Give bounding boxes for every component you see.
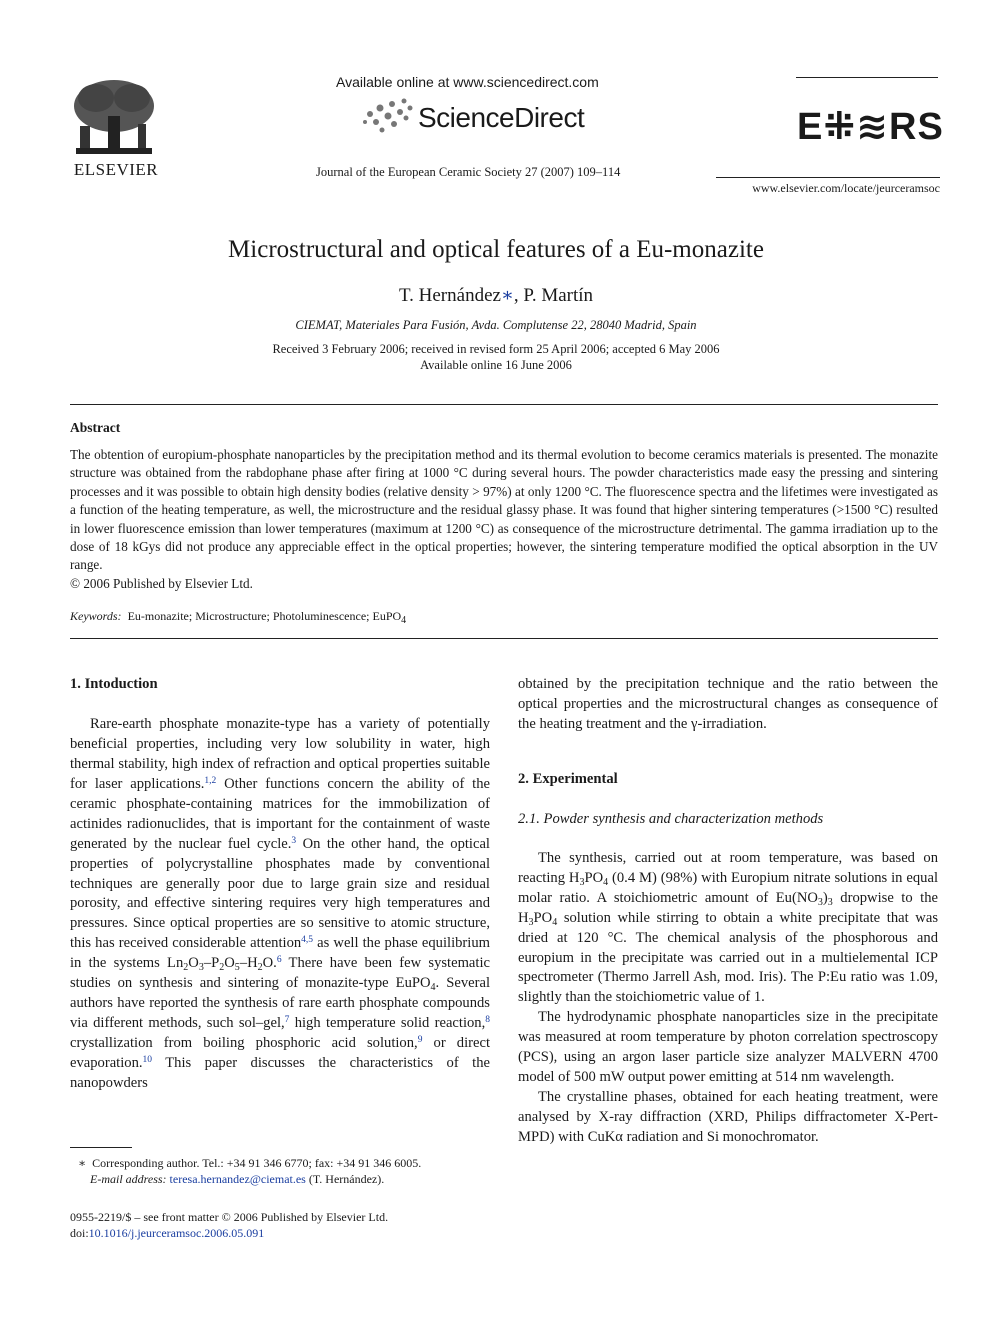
subsection-heading-powder-synthesis: 2.1. Powder synthesis and characterization methods — [518, 810, 824, 827]
doi-line — [70, 1226, 264, 1241]
citation-link[interactable]: 6 — [276, 955, 282, 966]
author-2: , P. Martín — [513, 285, 594, 306]
url-rule — [716, 177, 940, 178]
email-link[interactable]: teresa.hernandez@ciemat.es — [169, 1172, 306, 1186]
sciencedirect-wordmark: ScienceDirect — [418, 102, 585, 133]
header-rule — [796, 77, 938, 78]
left-column — [70, 675, 490, 1094]
received-dates: Received 3 February 2006; received in revised form 25 April 2006; accepted 6 May 2006 — [272, 342, 720, 356]
abstract-heading: Abstract — [70, 420, 121, 435]
doi-label: doi: — [70, 1226, 89, 1240]
keywords-label: Keywords: — [70, 609, 122, 623]
sciencedirect-dots-icon — [360, 96, 420, 140]
citation-link[interactable]: 9 — [417, 1035, 423, 1046]
corresponding-author-footnote: ∗ Corresponding author. Tel.: +34 91 346 6770; fax: +34 91 346 6005. — [78, 1156, 422, 1170]
author-1: T. Hernández — [398, 285, 501, 306]
experimental-paragraph-1: The synthesis, carried out at room temperature, was based on reacting $H_3PO_4$ (0.4 M) (98%) with Europium nitrate solutions in equal molar ratio. A stoichiometric amount of $Eu(NO_3)_3$ dropwise to the $H_3PO_4$ solution while stirring to obtain a white precipitate that was dried at 120 °C. The chemical analysis of the phosphorous and europium in the precipitate was carried out in a multielemental ICP spectrometer (Thermo Jarrell Ash, mod. Iris). The P:Eu ratio was 1.09, slightly than the stoichiometric value of 1. — [518, 849, 938, 1006]
keywords-list: Eu-monazite; Microstructure; Photoluminescence; EuPO — [127, 609, 402, 623]
journal-logo: E⁜≋RS — [797, 106, 944, 148]
intro-continuation: obtained by the precipitation technique and the ratio between the optical properties and the microstructural changes as consequence of the heating treatment and the γ-irradiation. — [518, 676, 938, 732]
authors — [0, 284, 992, 307]
right-column — [518, 675, 938, 1148]
experimental-paragraph-3: The crystalline phases, obtained for each heating treatment, were analysed by X-ray diffraction (XRD, Philips diffractometer X-Pert-MPD) with CuKα radiation and Si monochromator. — [518, 1089, 938, 1146]
doi-link[interactable]: 10.1016/j.jeurceramsoc.2006.05.091 — [88, 1226, 265, 1240]
citation-link[interactable]: 10 — [142, 1055, 153, 1066]
experimental-paragraph-2: The hydrodynamic phosphate nanoparticles size in the precipitate was measured at room temperature by photon correlation spectroscopy (PCS), using an argon laser particle size analyzer MALVERN 4700 model of 500 mW output power emitting at 514 nm wavelength. — [518, 1009, 938, 1086]
abstract-bottom-rule — [70, 638, 938, 639]
email-label: E-mail address: — [90, 1172, 167, 1186]
issn-line: 0955-2219/$ – see front matter © 2006 Published by Elsevier Ltd. — [70, 1210, 389, 1224]
footnote-rule — [70, 1147, 132, 1148]
affiliation: CIEMAT, Materiales Para Fusión, Avda. Complutense 22, 28040 Madrid, Spain — [295, 318, 697, 332]
footnote-star: ∗ — [78, 1156, 87, 1170]
intro-paragraph: Rare-earth phosphate monazite-type has a variety of potentially beneficial properties, including very low solubility in water, high thermal stability, high index of refraction and optical properties suitable for laser applications.$^{1,2}$ Other functions concern the ability of the ceramic phosphate-containing matrices for the immobilization of actinides radionuclides, that is important for the containment of waste generated by the nuclear fuel cycle.$^3$ On the other hand, the optical properties of polycrystalline phosphates made by conventional techniques are generally poor due to large grain size and residual porosity, and effective sintering requires very high temperatures and pressures. Since optical properties are so sensitive to atomic structure, this has received considerable attention$^{4,5}$ as well the phase equilibrium in the systems $Ln_2O_3-P_2O_5-H_2O.^6$ There have been few systematic studies on synthesis and sintering of monazite-type EuPO$_4$. Several authors have reported the synthesis of rare earth phosphate compounds via different methods, such sol–gel,$^7$ high temperature solid reaction,$^8$ crystallization from boiling phosphoric acid solution,$^9$ or direct evaporation.$^{10}$ This paper discusses the characteristics of the nanopowders — [70, 715, 491, 1092]
abstract-top-rule — [70, 404, 938, 405]
journal-url[interactable]: www.elsevier.com/locate/jeurceramsoc — [752, 181, 940, 195]
article-title: Microstructural and optical features of a Eu-monazite — [228, 236, 764, 263]
keywords — [70, 609, 406, 624]
email-owner: (T. Hernández). — [305, 1172, 385, 1186]
email-footnote — [90, 1172, 384, 1187]
citation-link[interactable]: 4,5 — [301, 935, 314, 946]
abstract-text: The obtention of europium-phosphate nanoparticles by the precipitation method and its thermal evolution to become ceramics materials is presented. The monazite structure was obtained from the rabdophane phase after firing at 1000 °C during several hours. The powder characteristics made easy the pressing and sintering processes and it was possible to obtain high density bodies (relative density > 97%) at only 1200 °C. The fluorescence spectra and the lifetimes were investigated as a function of the heating temperature, as well, the microstructure and the residual glassy phase. It was found that higher sintering temperatures (>1500 °C) resulted in lower fluorescence emission than lower temperatures (maximum at 1200 °C) as consequence of the microstructure detrimental. The gamma irradiation up to the dose of 18 kGys did not produce any appreciable effect in the optical properties; however, the sintering temperature modified the optical absorption in the UV range. — [70, 447, 938, 573]
corresponding-author-mark[interactable]: ∗ — [500, 285, 514, 306]
journal-reference: Journal of the European Ceramic Society 27 (2007) 109–114 — [316, 165, 621, 179]
citation-link[interactable]: 1,2 — [204, 775, 217, 786]
citation-link[interactable]: 3 — [291, 835, 297, 846]
available-online-link[interactable]: Available online at www.sciencedirect.com — [336, 74, 599, 90]
citation-link[interactable]: 7 — [284, 1015, 290, 1026]
publisher-logo-word: ELSEVIER — [73, 160, 159, 179]
section-heading-experimental: 2. Experimental — [518, 770, 618, 787]
section-heading-introduction: 1. Intoduction — [70, 676, 158, 692]
keywords-subscript: 4 — [401, 615, 407, 626]
citation-link[interactable]: 8 — [485, 1015, 490, 1026]
abstract-copyright: © 2006 Published by Elsevier Ltd. — [70, 576, 253, 591]
available-online-date: Available online 16 June 2006 — [420, 358, 572, 372]
